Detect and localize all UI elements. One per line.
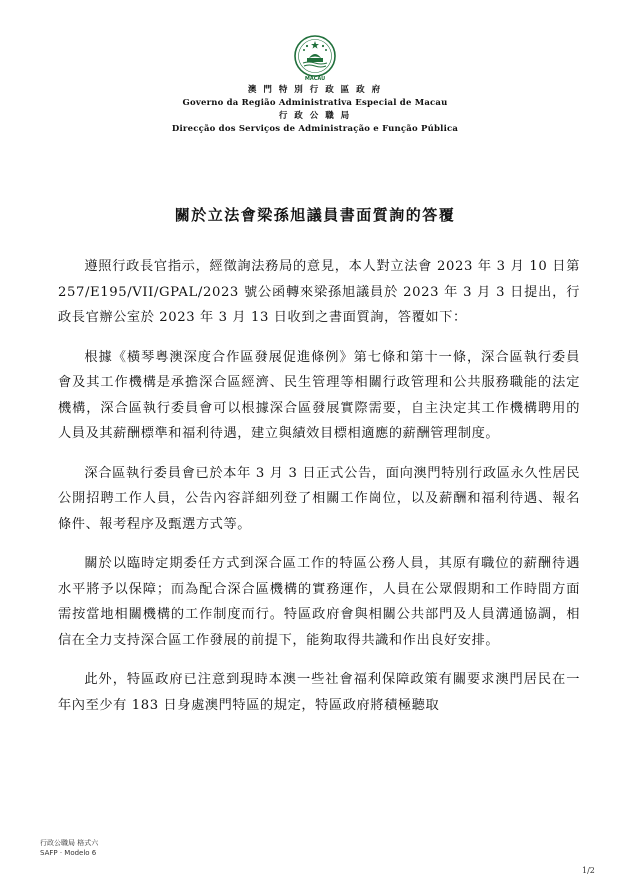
department-name-zh: 行 政 公 職 局 [278,111,352,121]
government-name-pt: Governo da Região Administrativa Especial de Macau [182,98,448,108]
svg-text:MACAU: MACAU [304,76,326,82]
paragraph: 遵照行政長官指示，經徵詢法務局的意見，本人對立法會 2023 年 3 月 10 日第 257/E195/VII/GPAL/2023 號公函轉來梁孫旭議員於 2023 年 3 月 3 日提出，行政長官辦公室於 2023 年 3 月 13 日收到之書面質詢，答覆如下： [58,259,580,325]
document-title: 關於立法會梁孫旭議員書面質詢的答覆 [174,206,456,224]
paragraph: 關於以臨時定期委任方式到深合區工作的特區公務人員，其原有職位的薪酬待遇水平將予以保障；而為配合深合區機構的實務運作，人員在公眾假期和工作時間方面需按當地相關機構的工作制度而行。特區政府會與相關公共部門及人員溝通協調，相信在全力支持深合區工作發展的前提下，能夠取得共識和作出良好安排。 [58,556,580,648]
macau-emblem-icon [289,34,341,82]
paragraph: 根據《橫琴粵澳深度合作區發展促進條例》第七條和第十一條，深合區執行委員會及其工作機構是承擔深合區經濟、民生管理等相關行政管理和公共服務職能的法定機構，深合區執行委員會可以根據深合區發展實際需要，自主決定其工作機構聘用的人員及其薪酬標準和福利待遇，建立與績效目標相適應的薪酬管理制度。 [58,349,580,441]
government-name-zh: 澳 門 特 別 行 政 區 政 府 [247,85,383,95]
paragraph: 深合區執行委員會已於本年 3 月 3 日正式公告，面向澳門特別行政區永久性居民公開招聘工作人員，公告內容詳細列登了相關工作崗位，以及薪酬和福利待遇、報名條件、報考程序及甄選方式等。 [58,465,580,532]
form-code [40,838,98,858]
page-number: 1/2 [582,866,595,875]
letterhead [0,84,630,136]
form-code-zh: 行政公職局 格式六 [40,839,99,847]
department-name-pt: Direcção dos Serviços de Administração e Função Pública [171,124,459,134]
document-body [58,254,580,732]
form-code-pt: SAFP · Modelo 6 [40,849,97,857]
paragraph: 此外，特區政府已注意到現時本澳一些社會福利保障政策有關要求澳門居民在一年內至少有 183 日身處澳門特區的規定，特區政府將積極聽取 [58,672,580,713]
